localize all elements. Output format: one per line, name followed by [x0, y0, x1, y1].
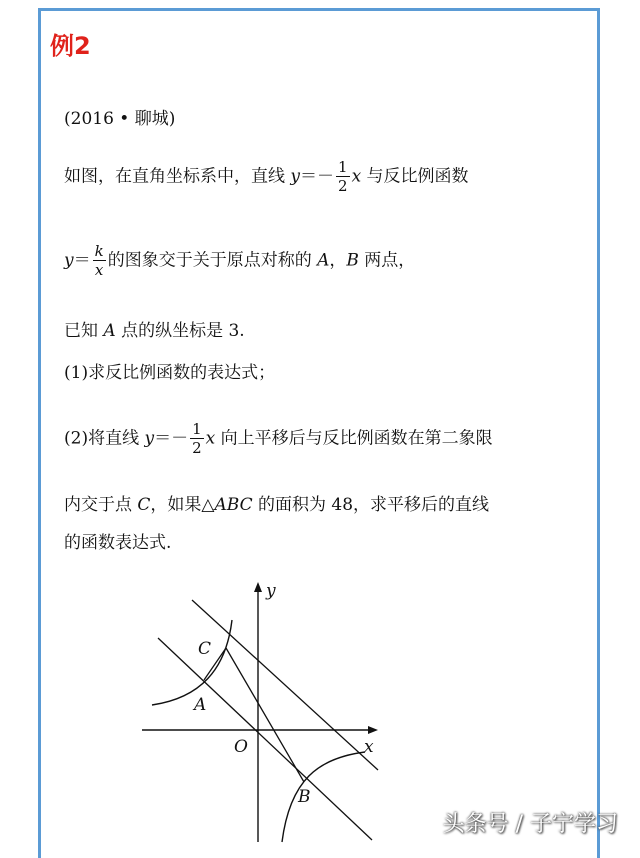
problem-line-3: 已知 A 点的纵坐标是 3.	[64, 321, 245, 341]
question-2-line-2: 内交于点 C，如果△ABC 的面积为 48，求平移后的直线	[64, 495, 490, 515]
hyperbola-branch-2	[152, 620, 232, 705]
line-original	[158, 638, 372, 840]
label-point-a: A	[194, 695, 207, 715]
y-axis-arrow	[254, 582, 262, 592]
problem-line-2: y＝ $\frac{k}{x}$ 的图象交于关于原点对称的 A，B 两点，	[64, 242, 416, 279]
label-origin: O	[234, 737, 248, 757]
problem-line-1: 如图，在直角坐标系中，直线 y＝－ $\frac{1}{2}$ x 与反比例函数	[64, 158, 469, 195]
fraction-k-over-x: $\frac{k}{x}$	[94, 242, 104, 279]
segment-cb	[226, 648, 304, 782]
question-2-line-1: (2)将直线 y＝－ $\frac{1}{2}$ x 向上平移后与反比例函数在第二象限	[64, 420, 493, 457]
fraction-one-half: $\frac{1}{2}$	[338, 158, 348, 195]
label-point-c: C	[198, 639, 212, 659]
label-x: x	[364, 737, 374, 757]
label-point-b: B	[298, 787, 311, 807]
watermark: 头条号 / 子宁学习	[442, 812, 618, 837]
line-shifted	[192, 600, 378, 770]
example-title: 例2	[50, 32, 91, 60]
fraction-one-half: $\frac{1}{2}$	[192, 420, 202, 457]
problem-source: (2016 • 聊城)	[64, 109, 176, 129]
question-1: (1)求反比例函数的表达式；	[64, 363, 276, 383]
question-2-line-3: 的函数表达式.	[64, 533, 172, 553]
x-axis-arrow	[368, 726, 378, 734]
coordinate-figure	[140, 580, 390, 845]
label-y: y	[266, 581, 276, 601]
